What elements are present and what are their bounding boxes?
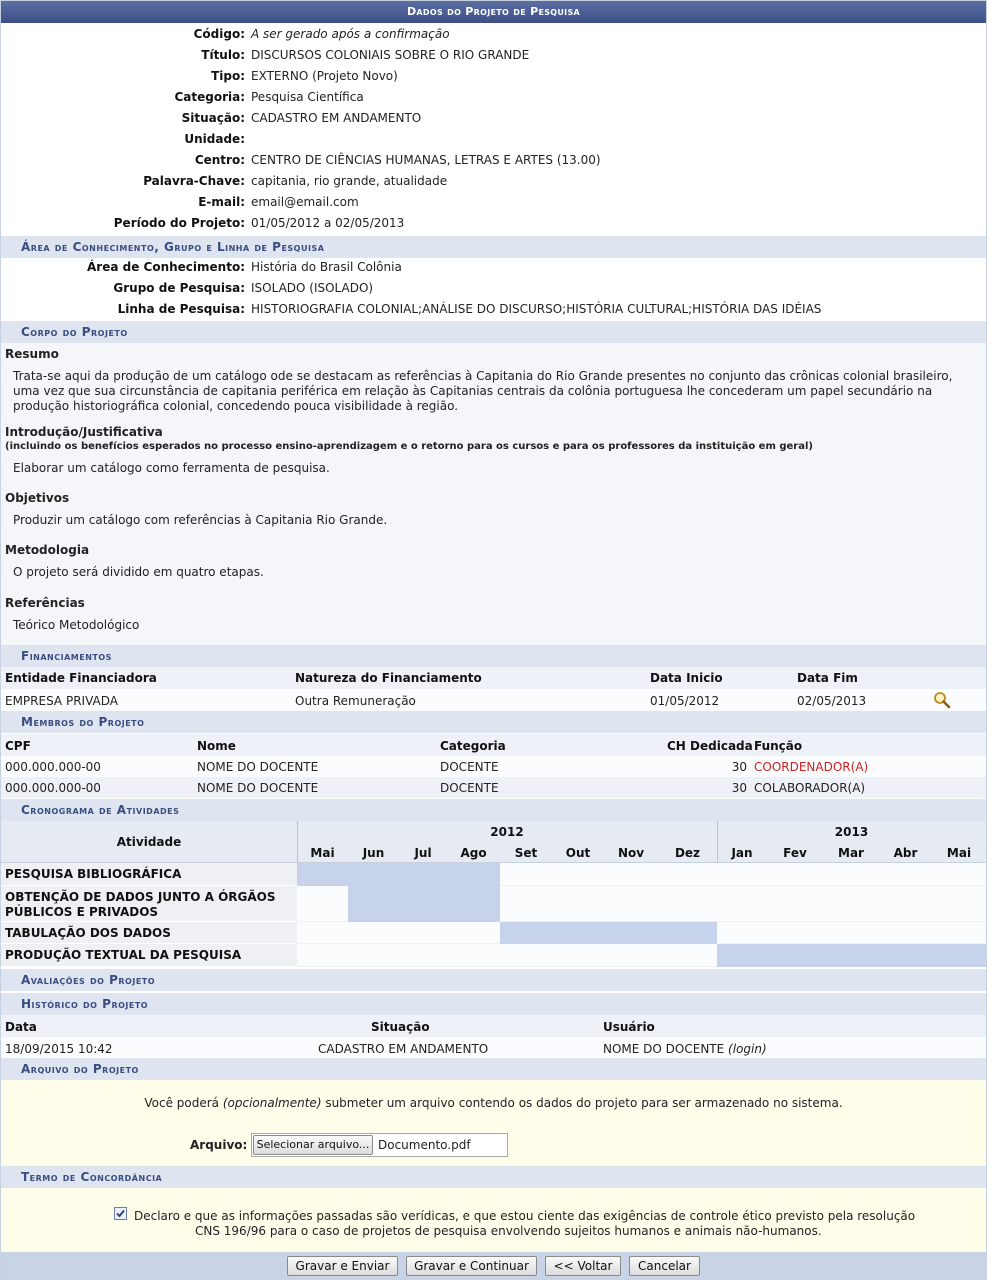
- section-arquivo: Arquivo do Projeto: [1, 1058, 986, 1080]
- termo-line1: Declaro e que as informações passadas são verídicas, e que estou ciente das exigências de controle ético previsto pela resolução: [134, 1209, 916, 1223]
- area-field-value: História do Brasil Colônia: [251, 260, 402, 274]
- referencias-text: Teórico Metodológico: [13, 618, 140, 632]
- button-bar: [1, 1252, 986, 1280]
- checkmark-icon: [115, 1208, 126, 1219]
- cancelar-button[interactable]: Cancelar: [629, 1256, 700, 1276]
- membro-cpf: 000.000.000-00: [5, 781, 101, 795]
- month-header: Mar: [838, 846, 864, 860]
- area-field-value: HISTORIOGRAFIA COLONIAL;ANÁLISE DO DISCURSO;HISTÓRIA CULTURAL;HISTÓRIA DAS IDÉIAS: [251, 302, 822, 316]
- membro-ch: 30: [731, 760, 747, 774]
- magnifier-icon[interactable]: [933, 691, 951, 709]
- section-area: Área de Conhecimento, Grupo e Linha de Pesquisa: [1, 236, 986, 258]
- col-data-inicio: Data Inicio: [650, 671, 723, 685]
- intro-text: Elaborar um catálogo como ferramenta de pesquisa.: [13, 461, 330, 475]
- field-value: DISCURSOS COLONIAIS SOBRE O RIO GRANDE: [251, 48, 530, 62]
- activity-name: TABULAÇÃO DOS DADOS: [5, 926, 171, 940]
- corpo-body: [1, 343, 986, 645]
- financ-fim: 02/05/2013: [797, 694, 867, 708]
- select-file-button[interactable]: Selecionar arquivo...: [253, 1135, 373, 1155]
- activity-month-cell: [500, 922, 552, 944]
- activity-month-cell: [604, 922, 658, 944]
- month-header: Jul: [414, 846, 432, 860]
- col-entidade: Entidade Financiadora: [5, 671, 157, 685]
- month-header: Dez: [674, 846, 701, 860]
- metodologia-text: O projeto será dividido em quatro etapas.: [13, 565, 264, 579]
- month-header: Abr: [893, 846, 918, 860]
- historico-login: (login): [728, 1042, 767, 1056]
- page-title: Dados do Projeto de Pesquisa: [1, 1, 986, 23]
- activity-month-cell: [823, 944, 879, 967]
- termo-checkbox[interactable]: [114, 1207, 127, 1220]
- activity-month-cell: [447, 863, 500, 886]
- activity-month-cell: [348, 886, 399, 922]
- membro-categoria: DOCENTE: [440, 781, 499, 795]
- section-financiamentos: Financiamentos: [1, 645, 986, 667]
- field-label: Unidade:: [184, 132, 245, 146]
- col-data: Data: [5, 1020, 37, 1034]
- arquivo-info: [1, 1096, 986, 1110]
- area-field-value: ISOLADO (ISOLADO): [251, 281, 374, 295]
- field-label: Tipo:: [211, 69, 245, 83]
- area-field-label: Linha de Pesquisa:: [117, 302, 245, 316]
- financiamentos-header: [1, 667, 986, 689]
- resumo-text: Trata-se aqui da produção de um catálogo ode se destacam as referências à Capitania do Rio Grande presentes no conjunto das crônicas colonial brasileiro, uma vez que sua circunstância de capitania periférica em relação às Capitanias centrais da colônia portuguesa lhe concederam um papel secundário na produção historiográfica colonial, concedendo pouca visibilidade à região.: [13, 369, 953, 413]
- field-label: Período do Projeto:: [113, 216, 245, 230]
- col-nome: Nome: [197, 739, 236, 753]
- field-value: A ser gerado após a confirmação: [251, 27, 450, 41]
- activity-month-cell: [717, 944, 767, 967]
- section-termo: Termo de Concordância: [1, 1166, 986, 1188]
- month-header: Nov: [617, 846, 645, 860]
- financ-inicio: 01/05/2012: [650, 694, 720, 708]
- year-2012: 2012: [490, 825, 524, 839]
- table-row: [1, 777, 986, 798]
- membro-cpf: 000.000.000-00: [5, 760, 101, 774]
- activity-month-cell: [447, 886, 500, 922]
- month-header: Mai: [310, 846, 335, 860]
- financ-natureza: Outra Remuneração: [295, 694, 416, 708]
- field-value: capitania, rio grande, atualidade: [251, 174, 448, 188]
- month-header: Fev: [783, 846, 807, 860]
- field-value: CENTRO DE CIÊNCIAS HUMANAS, LETRAS E ARTES (13.00): [251, 153, 601, 167]
- year-2013: 2013: [834, 825, 869, 839]
- resumo-title: Resumo: [5, 347, 59, 361]
- arquivo-info-italic: (opcionalmente): [222, 1096, 322, 1110]
- col-data-fim: Data Fim: [797, 671, 858, 685]
- section-historico: Histórico do Projeto: [1, 993, 986, 1015]
- membro-funcao-coordenador: COORDENADOR(A): [754, 760, 869, 774]
- section-cronograma: Cronograma de Atividades: [1, 799, 986, 821]
- activity-name: PESQUISA BIBLIOGRÁFICA: [5, 867, 182, 881]
- arquivo-info-pre: Você poderá: [144, 1096, 223, 1110]
- activity-month-cell: [879, 944, 932, 967]
- table-row: [1, 756, 986, 777]
- membro-categoria: DOCENTE: [440, 760, 499, 774]
- col-categoria: Categoria: [440, 739, 506, 753]
- gravar-enviar-button[interactable]: Gravar e Enviar: [287, 1256, 398, 1276]
- historico-situacao: CADASTRO EM ANDAMENTO: [318, 1042, 489, 1056]
- metodologia-title: Metodologia: [5, 543, 90, 557]
- activity-month-cell: [932, 944, 986, 967]
- membro-funcao: COLABORADOR(A): [754, 781, 866, 795]
- field-value: email@email.com: [251, 195, 359, 209]
- membro-nome: NOME DO DOCENTE: [197, 781, 319, 795]
- arquivo-panel: [1, 1080, 986, 1166]
- activity-month-cell: [399, 863, 447, 886]
- historico-usuario-cell: [603, 1042, 767, 1056]
- section-avaliacoes: Avaliações do Projeto: [1, 969, 986, 991]
- col-atividade: Atividade: [116, 835, 182, 849]
- col-natureza: Natureza do Financiamento: [295, 671, 482, 685]
- field-value: Pesquisa Científica: [251, 90, 364, 104]
- col-ch: CH Dedicada: [667, 739, 753, 753]
- intro-subtitle: (incluindo os benefícios esperados no processo ensino-aprendizagem e o retorno para os cursos e para os professores da instituição em geral): [5, 441, 813, 452]
- activity-month-cell: [297, 863, 348, 886]
- month-header: Out: [565, 846, 591, 860]
- termo-panel: [1, 1188, 986, 1252]
- month-header: Mai: [946, 846, 972, 860]
- historico-header: [1, 1015, 986, 1037]
- field-label: Centro:: [194, 153, 245, 167]
- membro-nome: NOME DO DOCENTE: [197, 760, 319, 774]
- activity-month-cell: [399, 886, 447, 922]
- field-label: Código:: [193, 27, 245, 41]
- section-corpo: Corpo do Projeto: [1, 321, 986, 343]
- field-label: Situação:: [181, 111, 245, 125]
- col-situacao: Situação: [371, 1020, 430, 1034]
- historico-data: 18/09/2015 10:42: [5, 1042, 113, 1056]
- field-value: EXTERNO (Projeto Novo): [251, 69, 398, 83]
- arquivo-info-post: submeter um arquivo contendo os dados do projeto para ser armazenado no sistema.: [321, 1096, 843, 1110]
- financ-entidade: EMPRESA PRIVADA: [5, 694, 118, 708]
- field-value: CADASTRO EM ANDAMENTO: [251, 111, 422, 125]
- intro-title: Introdução/Justificativa: [5, 425, 163, 439]
- field-label: Título:: [201, 48, 245, 62]
- month-header: Jun: [362, 846, 385, 860]
- table-row: [1, 1037, 986, 1059]
- activity-name: PRODUÇÃO TEXTUAL DA PESQUISA: [5, 948, 242, 962]
- activity-name: OBTENÇÃO DE DADOS JUNTO A ÓRGÃOS PÚBLICOS E PRIVADOS: [5, 890, 276, 919]
- month-header: Set: [514, 846, 538, 860]
- referencias-title: Referências: [5, 596, 85, 610]
- col-usuario: Usuário: [603, 1020, 655, 1034]
- section-membros: Membros do Projeto: [1, 711, 986, 733]
- area-field-label: Área de Conhecimento:: [87, 260, 245, 274]
- objetivos-text: Produzir um catálogo com referências à Capitania Rio Grande.: [13, 513, 388, 527]
- objetivos-title: Objetivos: [5, 491, 70, 505]
- activity-month-cell: [552, 922, 604, 944]
- field-label: E-mail:: [198, 195, 245, 209]
- termo-line2: CNS 196/96 para o caso de projetos de pesquisa envolvendo sujeitos humanos e animais não-humanos.: [195, 1224, 822, 1238]
- cronograma-table: [1, 821, 986, 967]
- file-name: Documento.pdf: [378, 1138, 471, 1152]
- table-row: [1, 689, 986, 711]
- col-cpf: CPF: [5, 739, 31, 753]
- area-field-label: Grupo de Pesquisa:: [113, 281, 245, 295]
- arquivo-label: Arquivo:: [190, 1138, 248, 1152]
- month-header: Jan: [731, 846, 753, 860]
- activity-month-cell: [348, 863, 399, 886]
- voltar-button[interactable]: << Voltar: [545, 1256, 621, 1276]
- col-funcao: Função: [754, 739, 803, 753]
- field-value: 01/05/2012 a 02/05/2013: [251, 216, 405, 230]
- file-input[interactable]: [251, 1133, 508, 1157]
- membros-header: [1, 734, 986, 756]
- field-label: Palavra-Chave:: [143, 174, 245, 188]
- activity-month-cell: [658, 922, 717, 944]
- gravar-continuar-button[interactable]: Gravar e Continuar: [406, 1256, 537, 1276]
- historico-usuario: NOME DO DOCENTE: [603, 1042, 725, 1056]
- activity-month-cell: [767, 944, 823, 967]
- field-label: Categoria:: [174, 90, 245, 104]
- month-header: Ago: [460, 846, 487, 860]
- membro-ch: 30: [731, 781, 747, 795]
